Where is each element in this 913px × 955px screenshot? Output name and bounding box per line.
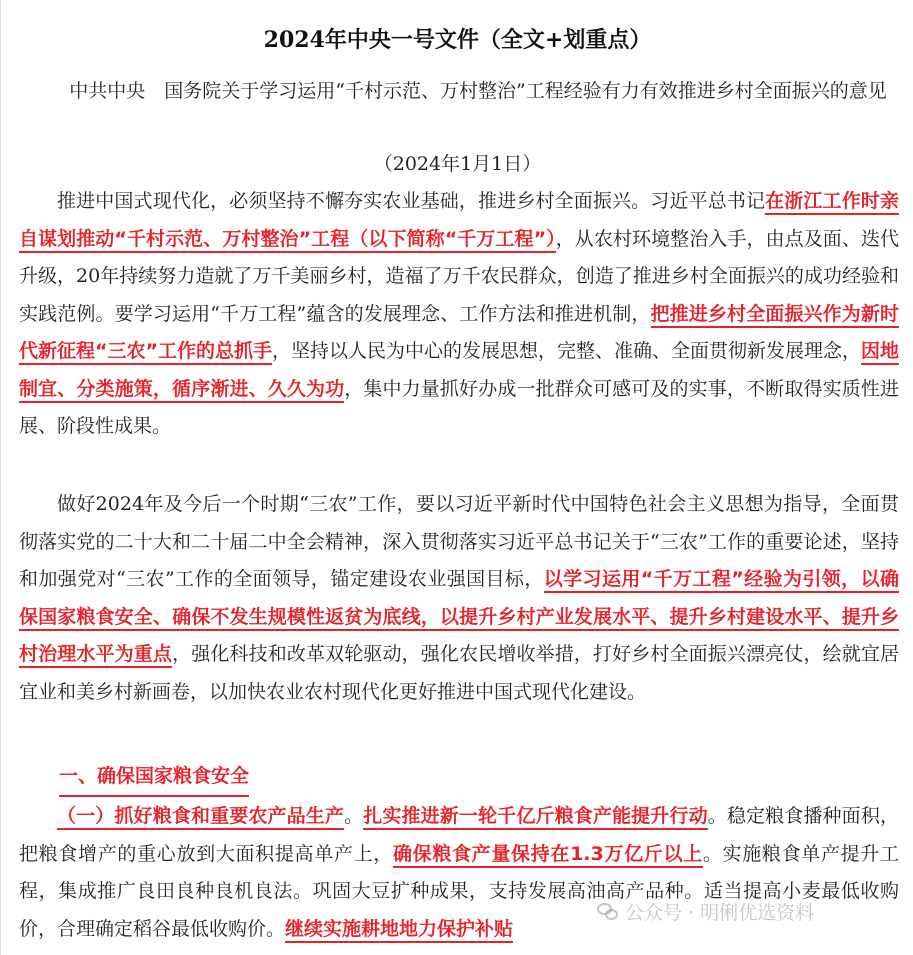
document-date: （2024年1月1日） — [373, 153, 542, 175]
paragraph-text: ，集中力量抓好办成一批群众可感可及的实事，不断取得实质性进展、阶段性成果。 — [19, 377, 899, 437]
paragraph-text: 。稳定粮食播种面积，把粮食增产的重心放到大面积提高单产上， — [19, 805, 899, 865]
watermark — [597, 898, 814, 925]
paragraph-guidance — [19, 486, 899, 711]
watermark-text: 公众号 · 明俐优选资料 — [625, 902, 815, 924]
paragraph-text: 推进中国式现代化，必须坚持不懈夯实农业基础，推进乡村全面振兴。习近平总书记 — [57, 190, 766, 212]
paragraph-grain-production — [19, 798, 899, 948]
section-heading: 一、确保国家粮食安全 — [59, 758, 249, 797]
highlight-text: 以学习运用“千万工程”经验为引领，以确保国家粮食安全、确保不发生规模性返贫为底线，以提升乡村产业发展水平、提升乡村建设水平、提升乡村治理水平为重点 — [19, 568, 899, 668]
highlight-text: 在浙江工作时亲自谋划推动“千村示范、万村整治”工程（以下简称“千万工程”） — [19, 190, 899, 253]
document-subtitle: 中共中央 国务院关于学习运用“千村示范、万村整治”工程经验有力有效推进乡村全面振兴的意见 — [69, 80, 887, 102]
highlight-text: 确保粮食产量保持在1.3万亿斤以上 — [393, 843, 703, 868]
highlight-text: （一）抓好粮食和重要农产品生产 — [57, 805, 344, 830]
paragraph-text: 做好2024年及今后一个时期“三农”工作，要以习近平新时代中国特色社会主义思想为指导，全面贯彻落实党的二十大和二十届二中全会精神，深入贯彻落实习近平总书记关于“三农”工作的重要论述，坚持和加强党对“三农”工作的全面领导，锚定建设农业强国目标， — [19, 493, 899, 590]
paragraph-text: ，坚持以人民为中心的发展思想，完整、准确、全面贯彻新发展理念， — [271, 340, 861, 362]
highlight-text: 继续实施耕地地力保护补贴 — [285, 918, 513, 943]
paragraph-text: 。 — [344, 805, 364, 827]
highlight-text: 扎实推进新一轮千亿斤粮食产能提升行动 — [363, 805, 708, 830]
paragraph-text: ，从农村环境整治入手，由点及面、迭代升级，20年持续努力造就了万千美丽乡村，造福了万千农民群众，创造了推进乡村全面振兴的成功经验和实践范例。要学习运用“千万工程”蕴含的发展理念、工作方法和推进机制， — [19, 227, 899, 325]
paragraph-text: 。实施粮食单产提升工程，集成推广良田良种良机良法。巩固大豆扩种成果，支持发展高油高产品种。适当提高小麦最低收购价，合理确定稻谷最低收购价。 — [19, 842, 899, 940]
highlight-text: 因地制宜、分类施策，循序渐进、久久为功 — [19, 340, 899, 403]
paragraph-intro — [19, 183, 899, 446]
wechat-icon — [597, 903, 619, 921]
paragraph-text: ，强化科技和改革双轮驱动，强化农民增收举措，打好乡村全面振兴漂亮仗，绘就宜居宜业和美乡村新画卷，以加快农业农村现代化更好推进中国式现代化建设。 — [19, 643, 899, 703]
document-title: 2024年中央一号文件（全文+划重点） — [263, 27, 652, 53]
highlight-text: 把推进乡村全面振兴作为新时代新征程“三农”工作的总抓手 — [19, 303, 899, 366]
